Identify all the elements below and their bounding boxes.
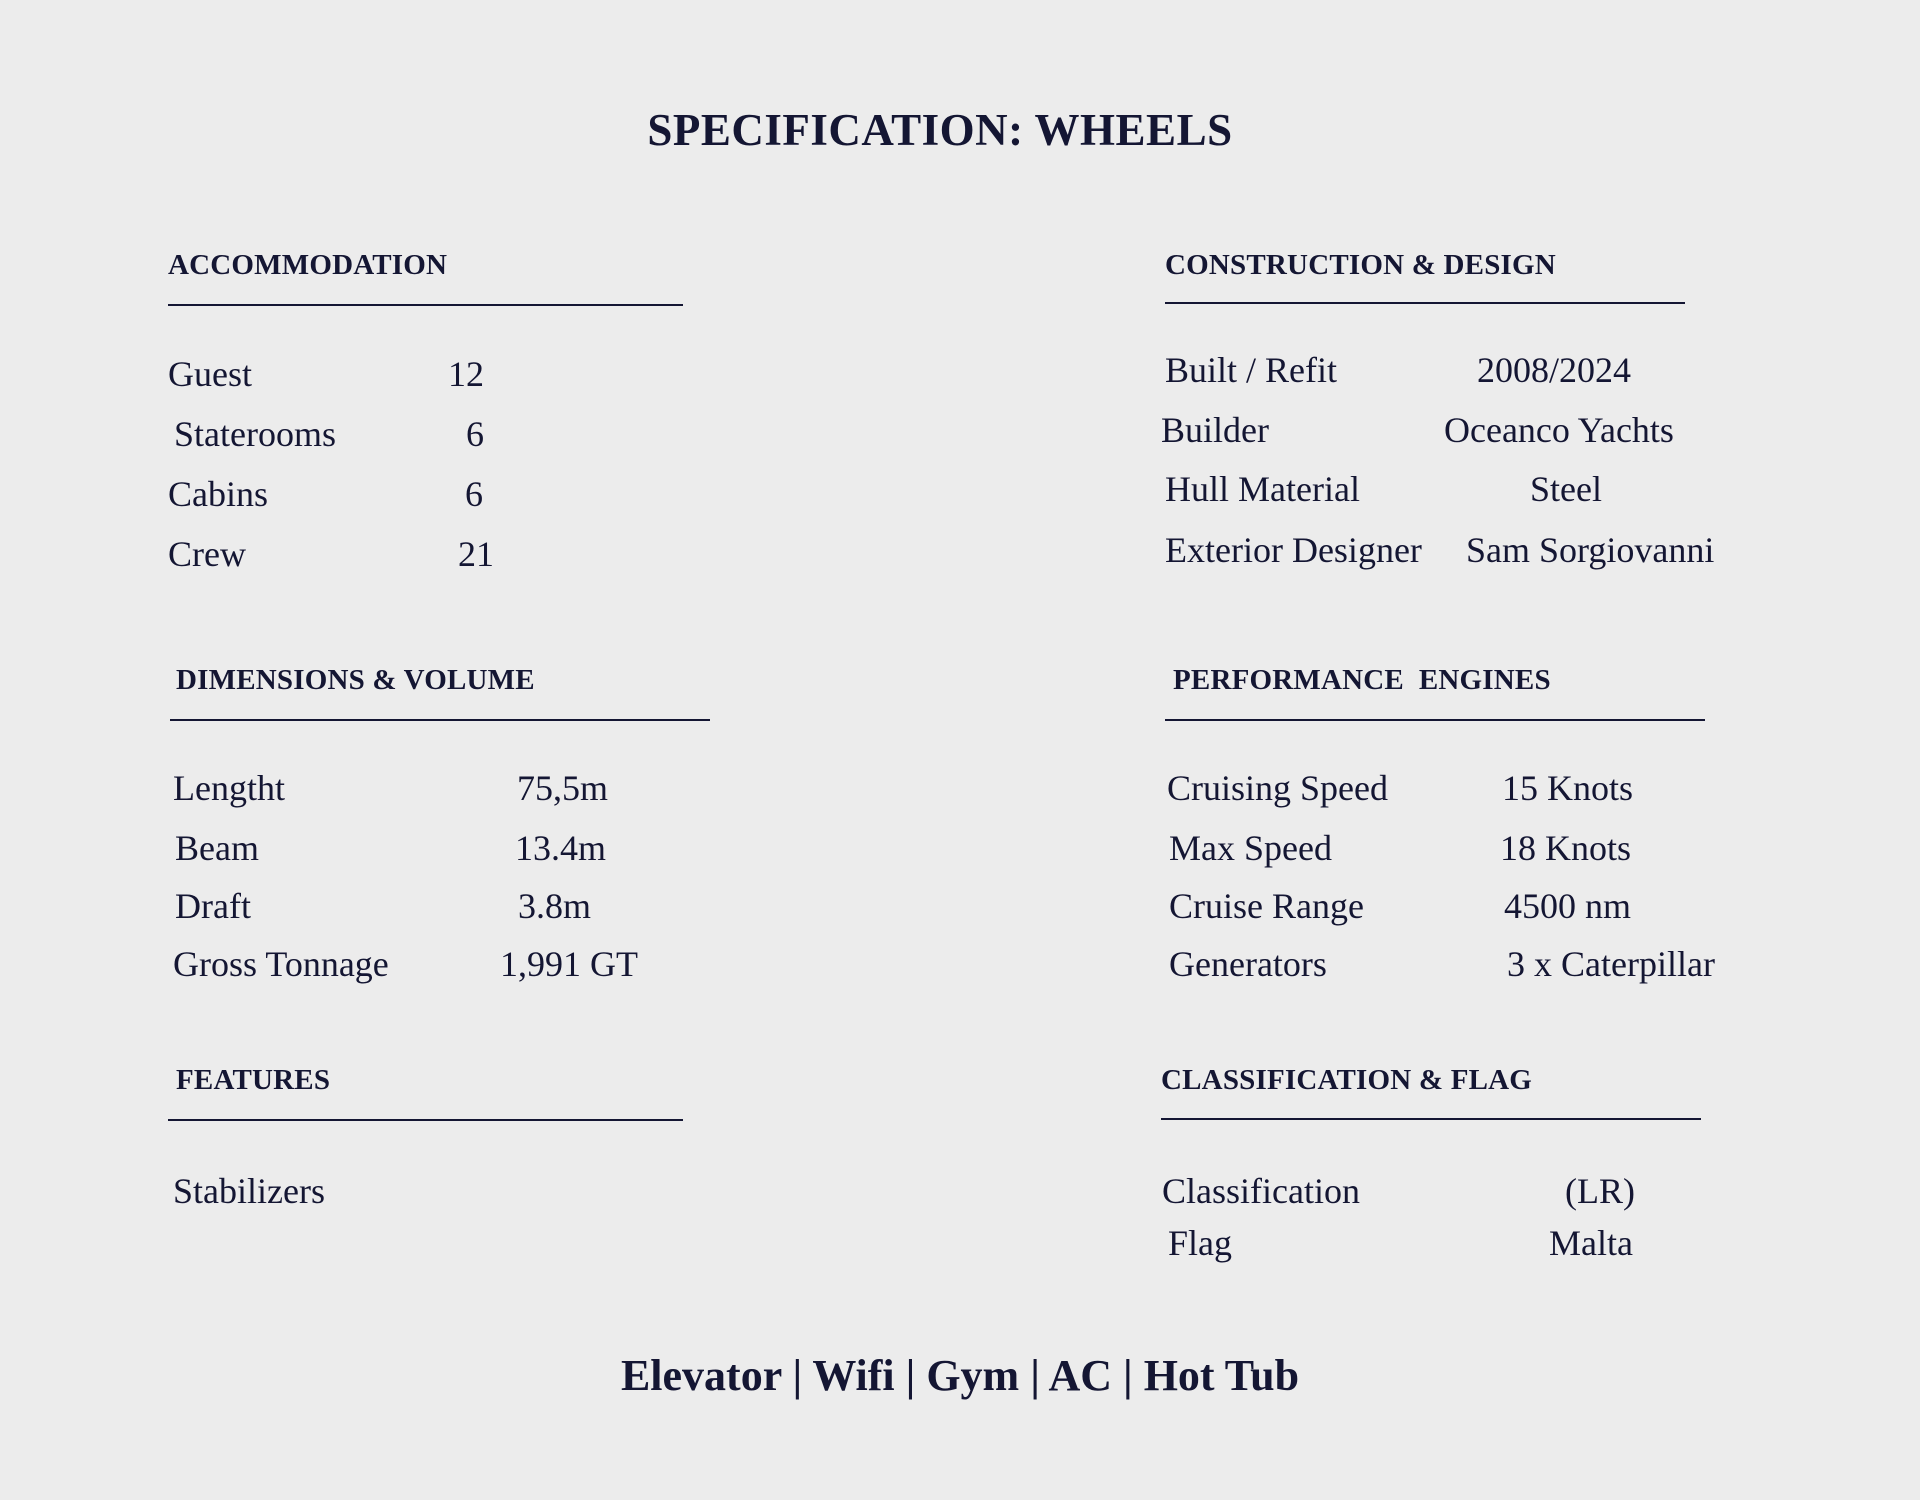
spec-value-beam: 13.4m: [515, 828, 607, 868]
spec-label-length: Lengtht: [173, 768, 285, 808]
spec-value-classification: (LR): [1565, 1171, 1635, 1211]
feature-stabilizers: Stabilizers: [173, 1171, 325, 1211]
section-heading-features: FEATURES: [176, 1064, 331, 1096]
divider-dimensions: [170, 719, 710, 721]
spec-label-crew: Crew: [168, 534, 246, 574]
spec-label-built-refit: Built / Refit: [1165, 350, 1338, 390]
spec-label-staterooms: Staterooms: [174, 414, 336, 454]
spec-label-beam: Beam: [175, 828, 259, 868]
page-title: SPECIFICATION: WHEELS: [647, 105, 1233, 155]
spec-label-flag: Flag: [1168, 1223, 1233, 1263]
spec-label-guest: Guest: [168, 354, 252, 394]
spec-value-staterooms: 6: [466, 414, 484, 454]
spec-label-cruising-speed: Cruising Speed: [1167, 768, 1388, 808]
spec-label-classification: Classification: [1162, 1171, 1360, 1211]
spec-value-gross-tonnage: 1,991 GT: [500, 944, 638, 984]
spec-value-hull-material: Steel: [1530, 469, 1602, 509]
spec-label-generators: Generators: [1169, 944, 1327, 984]
amenities-line: Elevator | Wifi | Gym | AC | Hot Tub: [620, 1351, 1300, 1400]
spec-value-generators: 3 x Caterpillar: [1507, 944, 1715, 984]
spec-value-cruise-range: 4500 nm: [1504, 886, 1632, 926]
divider-classification: [1161, 1118, 1701, 1120]
spec-value-cruising-speed: 15 Knots: [1502, 768, 1634, 808]
spec-value-builder: Oceanco Yachts: [1444, 410, 1674, 450]
divider-features: [168, 1119, 683, 1121]
spec-value-length: 75,5m: [517, 768, 609, 808]
spec-value-exterior-designer: Sam Sorgiovanni: [1466, 530, 1715, 570]
section-heading-performance: PERFORMANCE ENGINES: [1173, 664, 1551, 696]
spec-label-cabins: Cabins: [168, 474, 269, 514]
spec-label-draft: Draft: [175, 886, 251, 926]
spec-label-max-speed: Max Speed: [1169, 828, 1332, 868]
spec-value-crew: 21: [458, 534, 494, 574]
spec-label-builder: Builder: [1161, 410, 1269, 450]
spec-label-exterior-designer: Exterior Designer: [1165, 530, 1422, 570]
spec-label-cruise-range: Cruise Range: [1169, 886, 1364, 926]
spec-label-gross-tonnage: Gross Tonnage: [173, 944, 389, 984]
spec-value-draft: 3.8m: [518, 886, 592, 926]
spec-value-max-speed: 18 Knots: [1500, 828, 1632, 868]
spec-label-hull-material: Hull Material: [1165, 469, 1360, 509]
section-heading-accommodation: ACCOMMODATION: [168, 249, 448, 281]
section-heading-classification: CLASSIFICATION & FLAG: [1161, 1064, 1533, 1096]
divider-performance: [1165, 719, 1705, 721]
spec-value-built-refit: 2008/2024: [1477, 350, 1632, 390]
section-heading-dimensions: DIMENSIONS & VOLUME: [176, 664, 535, 696]
spec-value-guest: 12: [448, 354, 484, 394]
spec-value-cabins: 6: [465, 474, 483, 514]
spec-value-flag: Malta: [1549, 1223, 1633, 1263]
divider-accommodation: [168, 304, 683, 306]
divider-construction: [1165, 302, 1685, 304]
section-heading-construction: CONSTRUCTION & DESIGN: [1165, 249, 1556, 281]
